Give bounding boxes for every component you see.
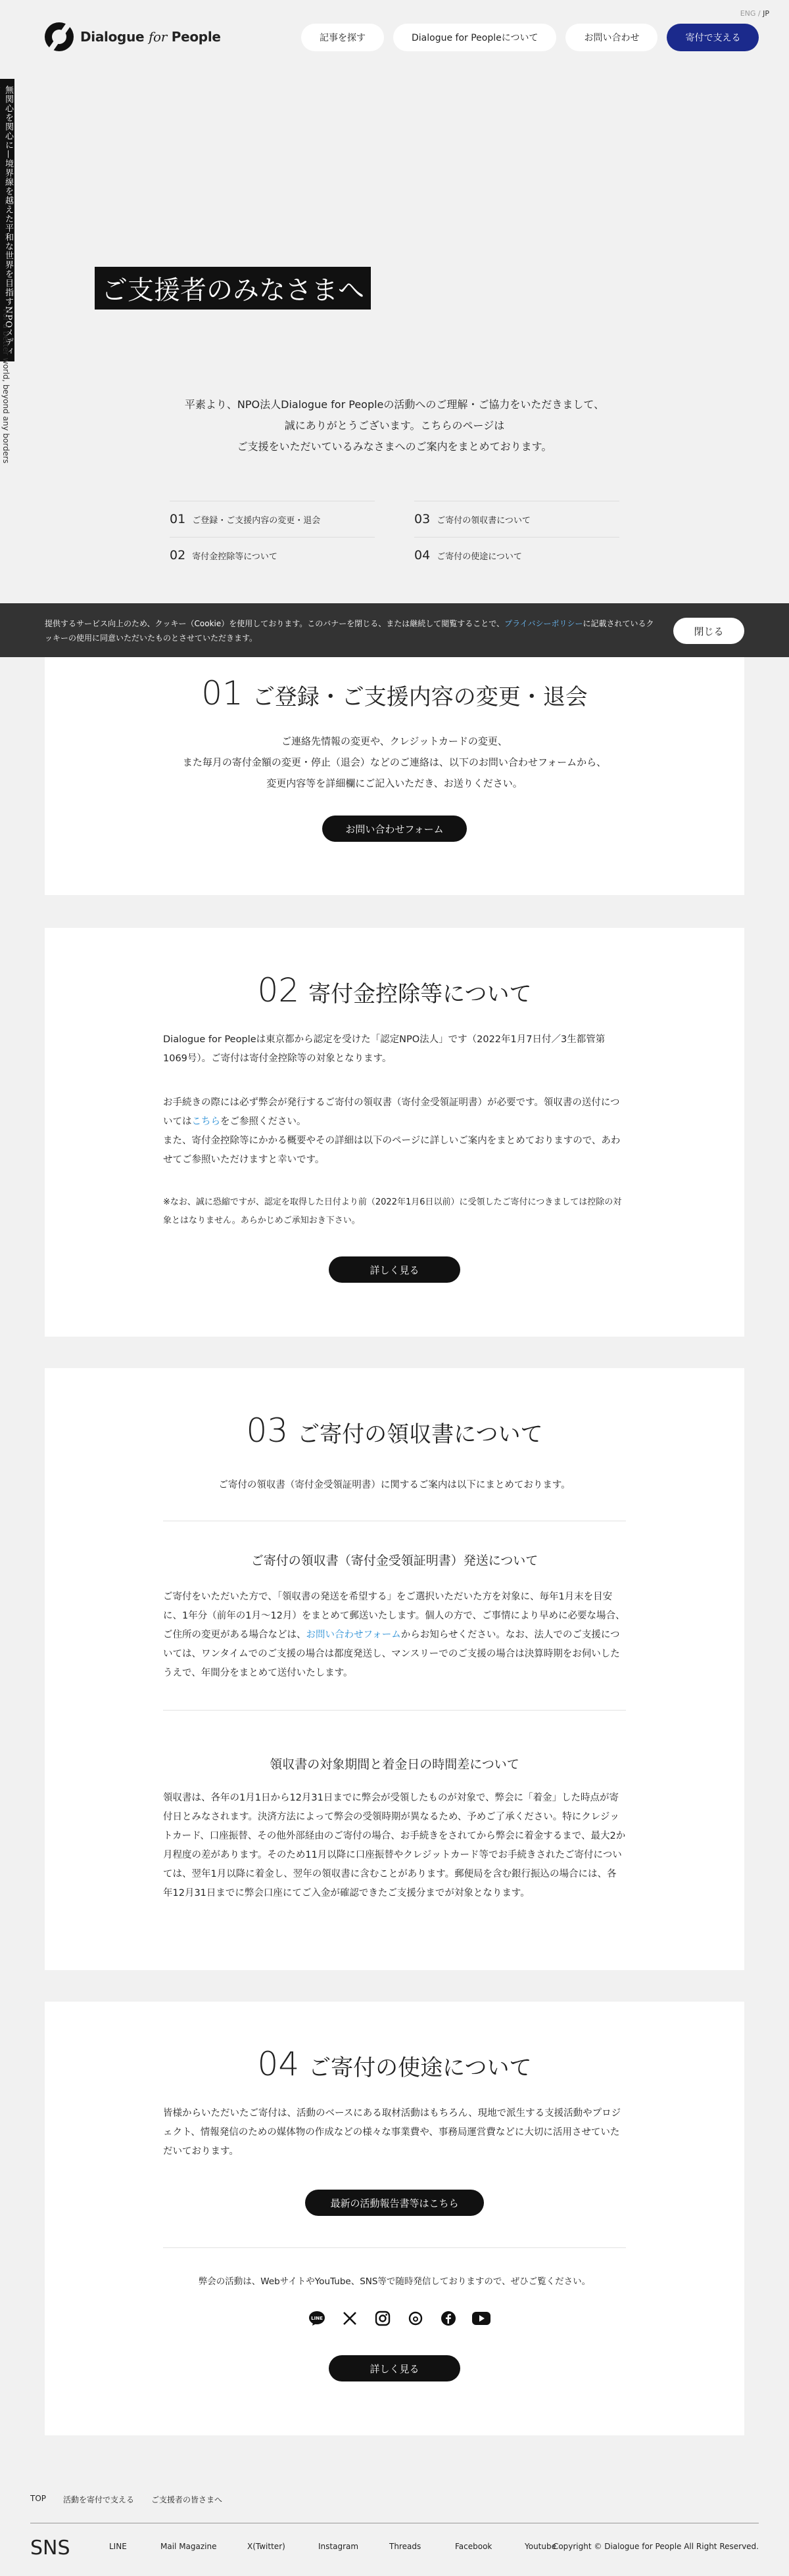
section-title — [45, 1412, 744, 1450]
breadcrumb-donate[interactable]: 活動を寄付で支える — [63, 2495, 135, 2504]
s3-paragraph-1 — [163, 1588, 626, 1683]
sns-lead: 弊会の活動は、WebサイトやYouTube、SNS等で随時発信しておりますので、ぜひご覧ください。 — [198, 2276, 591, 2287]
intro-text — [0, 394, 789, 457]
intro-line: 誠にありがとうございます。こちらのページは — [284, 419, 505, 432]
footer-sns-title: SNS — [30, 2537, 70, 2560]
footer-link-facebook[interactable]: Facebook — [455, 2542, 492, 2551]
intro-line: ご支援をいただいているみなさまへのご案内をまとめております。 — [237, 440, 552, 453]
divider — [163, 1710, 626, 1711]
section-number: 02 — [257, 971, 300, 1009]
toc-num: 01 — [170, 512, 186, 526]
text: からお知らせください。なお、法人でのご支援については、ワンタイムでのご支援の場合は都度発送し、マンスリーでのご支援の場合は決算時期をお伺いしたうえで、年間分をまとめて送付いたします。 — [163, 1630, 620, 1678]
deduction-details-button[interactable]: 詳しく見る — [329, 1256, 460, 1283]
nav-donate-button[interactable]: 寄付で支える — [667, 24, 759, 51]
text-line: 変更内容等を詳細欄にご記入いただき、お送りください。 — [266, 777, 523, 789]
sns-details-button[interactable]: 詳しく見る — [329, 2355, 460, 2381]
s2-paragraph-1: Dialogue for Peopleは東京都から認定を受けた「認定NPO法人」です（2022年1月7日付／3生都管第1069号）。ご寄付は寄付金控除等の対象となります。 — [163, 1034, 606, 1064]
toc-label: 寄付金控除等について — [192, 551, 277, 562]
text: をご参照ください。 — [220, 1116, 306, 1127]
language-switch: ENG / JP — [740, 9, 769, 18]
section-heading: ご寄付の領収書について — [297, 1421, 543, 1448]
text-line: また毎月の寄付金額の変更・停止（退会）などのご連絡は、以下のお問い合わせフォームから、 — [182, 756, 607, 768]
line-icon[interactable] — [308, 2309, 326, 2328]
toc-num: 02 — [170, 548, 186, 563]
logo-mark-icon — [45, 22, 74, 51]
section-text — [45, 731, 744, 794]
privacy-policy-link[interactable]: プライバシーポリシー — [504, 619, 583, 628]
text: お手続きの際には必ず弊会が発行するご寄付の領収書（寄付金受領証明書）が必要です。領収書の送付については — [163, 1097, 620, 1127]
text: また、寄付金控除等にかかる概要やその詳細は以下のページに詳しいご案内をまとめておりますので、あわせてご参照いただけますと幸いです。 — [163, 1136, 621, 1165]
section-number: 03 — [246, 1412, 289, 1450]
section-number: 04 — [257, 2045, 300, 2083]
breadcrumb-top[interactable]: TOP — [30, 2494, 47, 2503]
s2-note: ※なお、誠に恐縮ですが、認定を取得した日付より前（2022年1月6日以前）に受領したご寄付につきましては控除の対象とはなりません。あらかじめご承知おき下さい。 — [163, 1197, 622, 1226]
receipt-info-link[interactable]: こちら — [191, 1116, 220, 1127]
contact-form-link[interactable]: お問い合わせフォーム — [306, 1630, 401, 1640]
cookie-close-button[interactable]: 閉じる — [673, 618, 744, 644]
section-number: 01 — [201, 674, 243, 712]
table-of-contents — [170, 501, 619, 573]
cookie-banner — [0, 603, 789, 657]
s4-paragraph-1: 皆様からいただいたご寄付は、活動のベースにある取材活動はもちろん、現地で派生する支援活動やプロジェクト、情報発信のための媒体物の作成などの様々な事業費や、事務局運営費などに大切に活用させていただいております。 — [163, 2108, 621, 2157]
footer-link-line[interactable]: LINE — [109, 2542, 127, 2551]
section-title — [45, 971, 744, 1009]
svg-text:LINE: LINE — [311, 2316, 323, 2321]
toc-item-01[interactable] — [170, 501, 375, 537]
nav-about[interactable]: Dialogue for Peopleについて — [393, 24, 556, 51]
text-line: ご連絡先情報の変更や、クレジットカードの変更、 — [281, 735, 508, 747]
breadcrumb — [30, 2494, 222, 2505]
section-02-card — [45, 928, 744, 1337]
toc-label: ご寄付の領収書について — [437, 515, 531, 526]
toc-item-02[interactable] — [170, 537, 375, 573]
main-nav — [301, 24, 759, 51]
breadcrumb-current: ご支援者の皆さまへ — [151, 2495, 223, 2504]
section-01-card — [45, 657, 744, 895]
activity-report-button[interactable]: 最新の活動報告書等はこちら — [305, 2190, 484, 2216]
vertical-tagline-en: For a better world, beyond any borders — [1, 309, 11, 464]
logo-text: Dialogue for People — [80, 29, 221, 45]
contact-form-button[interactable]: お問い合わせフォーム — [322, 816, 467, 842]
footer-link-instagram[interactable]: Instagram — [318, 2542, 359, 2551]
site-logo[interactable] — [45, 22, 221, 51]
instagram-icon[interactable] — [373, 2309, 392, 2328]
nav-contact[interactable]: お問い合わせ — [565, 24, 658, 51]
section-heading: ご寄付の使途について — [308, 2055, 532, 2081]
text: ご寄付をいただいた方で、「領収書の発送を希望する」をご選択いただいた方を対象に、毎年1月末を目安に、1年分（前年の1月～12月）をまとめて郵送いたします。個人の方で、ご事情により早めに必要な場合、ご住所の変更がある場合などは、 — [163, 1592, 625, 1640]
threads-icon[interactable] — [406, 2309, 425, 2328]
s3-paragraph-2: 領収書は、各年の1月1日から12月31日までに弊会が受領したものが対象で、弊会に「着金」した時点が寄付日とみなされます。決済方法によって弊会の受領時期が異なるため、予めご了承ください。特にクレジットカード、口座振替、その他外部経由のご寄付の場合、お手続きをされてから弊会に着金するまで、最大2か月程度の差があります。そのため11月以降に口座振替やクレジットカード等でお手続きされたご寄付については、翌年1月以降に着金し、翌年の領収書に含むことがあります。郵便局を含む銀行振込の場合には、各年12月31日までに弊会口座にてご入金が確認できたご支援分までが対象となります。 — [163, 1793, 626, 1898]
footer-link-youtube[interactable]: Youtube — [525, 2542, 556, 2551]
divider — [163, 2247, 626, 2248]
lang-eng[interactable]: ENG — [740, 9, 756, 18]
section-heading: 寄付金控除等について — [308, 981, 532, 1007]
lang-jp[interactable]: JP — [763, 9, 769, 18]
footer-sns-links — [109, 2542, 571, 2551]
section-heading: ご登録・ご支援内容の変更・退会 — [252, 684, 588, 710]
section-04-card — [45, 2002, 744, 2435]
toc-item-04[interactable] — [414, 537, 619, 573]
toc-label: ご寄付の使途について — [437, 551, 522, 562]
vertical-tagline: 無関心を関心に—境界線を越えた平和な世界を目指すNPOメディ — [0, 79, 14, 361]
page-title: ご支援者のみなさまへ — [95, 267, 371, 310]
section-title — [45, 2045, 744, 2083]
s2-paragraph-2 — [163, 1093, 626, 1170]
footer-link-mail-magazine[interactable]: Mail Magazine — [160, 2542, 217, 2551]
cookie-text: に記載されているクッキーの使用に同意いただいたものとさせていただきます。 — [45, 619, 654, 643]
section-03-card — [45, 1368, 744, 1970]
toc-num: 04 — [414, 548, 431, 563]
youtube-icon[interactable] — [472, 2309, 490, 2328]
copyright: Copyright © Dialogue for People All Right Reserved. — [552, 2542, 759, 2551]
x-twitter-icon[interactable] — [341, 2309, 359, 2328]
s3-subheading-2: 領収書の対象期間と着金日の時間差について — [270, 1757, 519, 1772]
toc-label: ご登録・ご支援内容の変更・退会 — [192, 515, 321, 526]
footer-link-threads[interactable]: Threads — [389, 2542, 421, 2551]
intro-line: 平素より、NPO法人Dialogue for Peopleの活動へのご理解・ご協力をいただきまして、 — [184, 398, 605, 411]
s3-subheading-1: ご寄付の領収書（寄付金受領証明書）発送について — [251, 1553, 538, 1568]
section-title — [45, 674, 744, 712]
s3-lead: ご寄付の領収書（寄付金受領証明書）に関するご案内は以下にまとめております。 — [218, 1480, 571, 1490]
sns-icons — [308, 2309, 490, 2328]
toc-item-03[interactable] — [414, 501, 619, 537]
facebook-icon[interactable] — [439, 2309, 458, 2328]
nav-search-articles[interactable]: 記事を探す — [301, 24, 384, 51]
footer-link-x[interactable]: X(Twitter) — [247, 2542, 285, 2551]
toc-num: 03 — [414, 512, 431, 526]
cookie-text: 提供するサービス向上のため、クッキー（Cookie）を使用しております。このバナーを閉じる、または継続して閲覧することで、 — [45, 619, 505, 628]
